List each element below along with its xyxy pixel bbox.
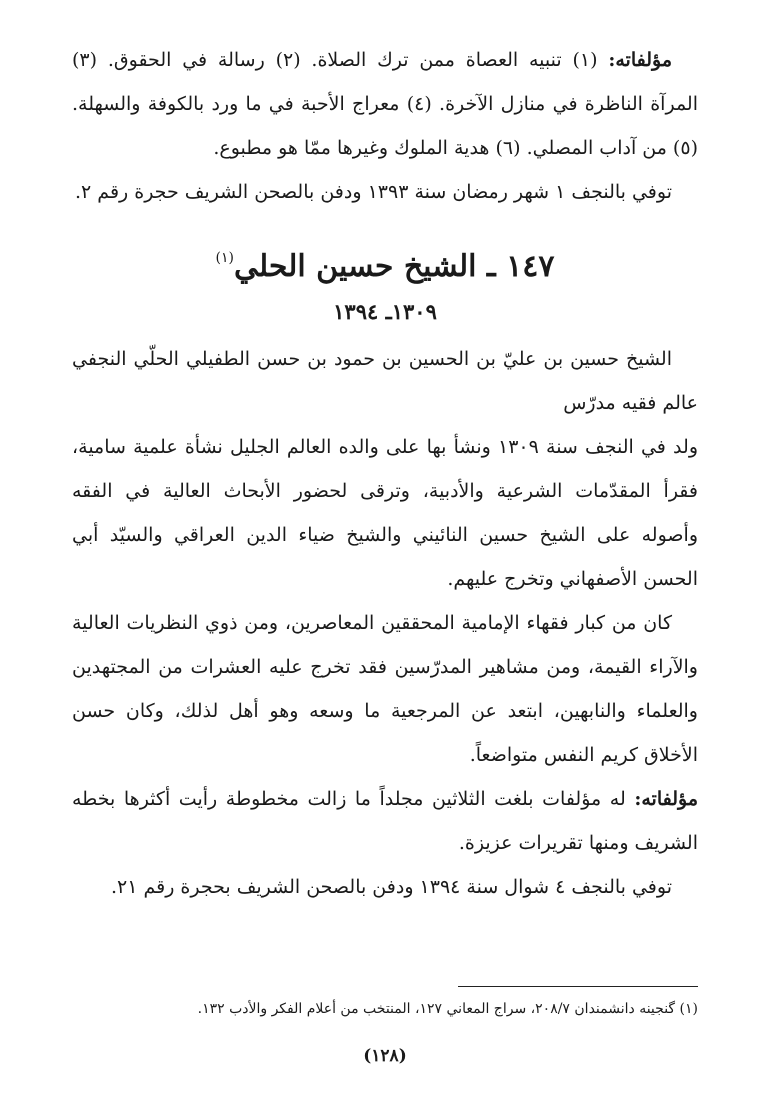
works-label: مؤلفاته: bbox=[608, 49, 673, 71]
entry-paragraph-3: كان من كبار فقهاء الإمامية المحققين المعاصرين، ومن ذوي النظريات العالية والآراء القيمة، ومن مشاهير المدرّسين فقد تخرج عليه العشرات من المجتهدين والعلماء والنابهين، ابتعد عن المرجعية ما وسعه وهو أهل لذلك، وكان حسن الأخلاق كريم النفس متواضعاً. bbox=[72, 612, 698, 766]
entry-death: توفي بالنجف ٤ شوال سنة ١٣٩٤ ودفن بالصحن الشريف بحجرة رقم ٢١. bbox=[110, 876, 672, 898]
entry-title bbox=[72, 236, 698, 289]
footnote-marker: (١) bbox=[215, 250, 234, 266]
previous-entry-works bbox=[72, 38, 698, 170]
entry-paragraph-2: ولد في النجف سنة ١٣٠٩ ونشأ بها على والده العالم الجليل نشأة علمية سامية، فقرأ المقدّمات الشرعية والأدبية، وترقى لحضور الأبحاث العالية في الفقه وأصوله على الشيخ حسين النائيني والشيخ ضياء الدين العراقي والسيّد أبي الحسن الأصفهاني وتخرج عليهم. bbox=[72, 436, 698, 590]
works-text: (١) تنبيه العصاة ممن ترك الصلاة. (٢) رسالة في الحقوق. (٣) المرآة الناظرة في منازل الآخرة. (٤) معراج الأحبة في ما ورد بالكوفة والسهلة. (٥) من آداب المصلي. (٦) هدية الملوك وغيرها ممّا هو مطبوع. bbox=[72, 49, 699, 159]
footnote-divider bbox=[458, 986, 698, 987]
entry-works bbox=[72, 777, 698, 865]
entry-dates: ١٣٠٩ـ ١٣٩٤ bbox=[333, 299, 437, 324]
entry-paragraph-1: الشيخ حسين بن عليّ بن الحسين بن حمود بن حسن الطفيلي الحلّي النجفي عالم فقيه مدرّس bbox=[72, 348, 698, 414]
previous-entry-death: توفي بالنجف ١ شهر رمضان سنة ١٣٩٣ ودفن بالصحن الشريف حجرة رقم ٢. bbox=[75, 181, 672, 203]
entry-title-text: ١٤٧ ـ الشيخ حسين الحلي bbox=[233, 249, 555, 284]
page-number: (١٢٨) bbox=[363, 1046, 407, 1066]
entry-works-text: له مؤلفات بلغت الثلاثين مجلداً ما زالت مخطوطة رأيت أكثرها بخطه الشريف ومنها تقريرات عزيزة. bbox=[72, 788, 698, 854]
footnote: (١) گنجينه دانشمندان ٢٠٨/٧، سراج المعاني ١٢٧، المنتخب من أعلام الفكر والأدب ١٣٢. bbox=[197, 1001, 698, 1017]
entry-works-label: مؤلفاته: bbox=[634, 788, 698, 810]
